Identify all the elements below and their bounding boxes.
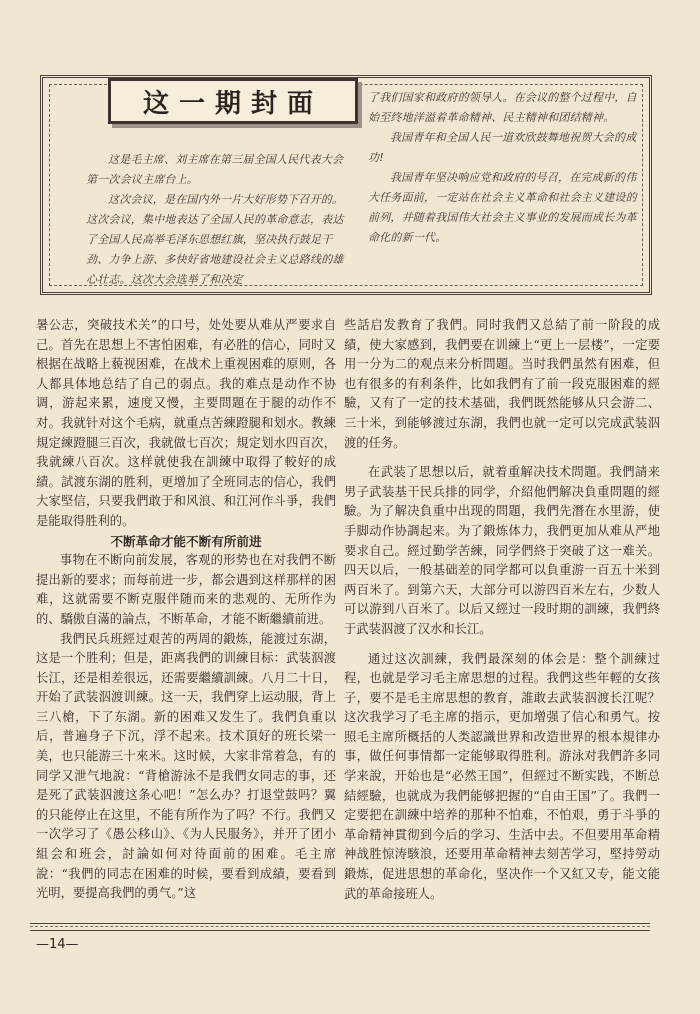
article-paragraph: 在武装了思想以后，就着重解决技术問題。我們請来男子武装基干民兵排的同学，介紹他們解决負重問題的經驗。为了解决負重中出现的問題，我們先潛在水里游，使手脚动作协調起来。为了鍛炼体力，我們更加从难从严地要求自己。經过勤学苦練，同学們終于突破了这一难关。四天以后，一般基础差的同学都可以負重游一百五十米到两百米了。到第六天，大部分可以游四百米左右，少数人可以游到八百米了。以后又經过一段时期的訓練，我們終于武装泅渡了汉水和长江。: [344, 465, 660, 636]
article-paragraph: 我們民兵班經过艰苦的两周的鍛炼，能渡过东湖，这是一个胜利；但是，距离我們的训練目标：武装泅渡长江，还是相差很远，还需要繼續訓練。八月二十日，开始了武装泅渡训練。这一天，我們穿上运动服，背上三八槍，下了东湖。新的困难又发生了。我們負重以后，普遍身子下沉，浮不起来。技术頂好的班长梁一美，也只能游三十來米。这时候，大家非常着急，有的同学又泄气地說：“背槍游泳不是我們女同志的事，还是死了武装泅渡这条心吧！”怎么办？打退堂鼓吗？翼的只能停止在这里，不能有所作为了吗？不行。我們又一次学习了《愚公移山》、《为人民服务》，并开了团小組会和班会，討論如何对待面前的困难。毛主席說：“我們的同志在困难的时候，要看到成績，要看到光明，要提高我們的勇气。”这: [36, 631, 336, 901]
cover-left-paragraph: 这是毛主席、刘主席在第三届全国人民代表大会第一次会议主席台上。: [86, 153, 344, 186]
page-number: —14—: [36, 937, 79, 952]
article-paragraph: 些話启发教育了我們。同时我們又总結了前一阶段的成績，使大家感到，我們要在训練上“更上一层楼”，一定要用一分为二的观点来分析問題。当时我們虽然有困难，但也有很多的有利条件，比如我們有了前一段克服困难的經驗，又有了一定的技术基础，我們既然能够从只会游二、三十米，到能够渡过东湖，我們也就一定可以完成武装泅渡的任务。: [344, 318, 660, 450]
cover-right-paragraph: 了我们国家和政府的领导人。在会议的整个过程中，自始至终地洋溢着革命精神、民主精神和团结精神。: [368, 91, 637, 124]
footer-rule: [30, 923, 650, 931]
section-heading: 不断革命才能不断有所前进: [110, 533, 262, 549]
cover-left-paragraph: 这次会议，是在国内外一片大好形势下召开的。这次会议，集中地表达了全国人民的革命意志，表达了全国人民高举毛泽东思想红旗，坚决执行鼓足干劲、力争上游、多快好省地建设社会主义总路线的雄心壮志。这次大会选举了和决定: [86, 193, 344, 286]
cover-note-left: [86, 150, 352, 290]
cover-note-right: [368, 88, 638, 248]
article-right-column: [344, 316, 660, 904]
cover-note-title: 这一期封面: [108, 78, 358, 124]
cover-right-paragraph: 我国青年和全国人民一道欢欣鼓舞地祝贺大会的成功!: [368, 131, 637, 164]
cover-right-paragraph: 我国青年坚决响应党和政府的号召，在完成新的伟大任务面前，一定站在社会主义革命和社会主义建设的前列，并随着我国伟大社会主义事业的发展而成长为革命化的新一代。: [368, 171, 637, 244]
article-paragraph: 通过这次訓練，我們最深刻的体会是：整个訓練过程，也就是学习毛主席思想的过程。我們这些年輕的女孩子，要不是毛主席思想的教育，誰敢去武装泅渡长江呢？这次我学习了毛主席的指示，更加增强了信心和勇气。按照毛主席所概括的人类認識世界和改造世界的根本規律办事，做任何事情都一定能够取得胜利。游泳对我們許多同学来說，开始也是“必然王国”，但經过不断实践，不断总結經驗，也就成为我們能够把握的“自由王国”了。我們一定要把在訓練中培养的那种不怕难，不怕艰，勇于斗爭的革命精神貫彻到今后的学习、生活中去。不但要用革命精神战胜惊涛駭浪，还要用革命精神去刻苦学习，堅持勞动鍛炼，促进思想的革命化，坚决作一个又紅又专，能文能武的革命接班人。: [344, 651, 660, 901]
article-paragraph: 事物在不断向前发展，客观的形势也在对我們不断提出新的要求；而每前进一步，都会遇到这样那样的困难，这就需要不断克服伴随而来的悲观的、无所作为的、驕傲自滿的論点，不断革命，才能不断繼續前进。: [36, 553, 336, 626]
footer-rule-dashed: [30, 926, 650, 927]
article-paragraph: 暑公志，突破技术关”的口号，处处要从难从严要求自己。首先在思想上不害怕困难，有必胜的信心，同时又根据在战略上藐视困难，在战术上重视困难的原则，各人都具体地总结了自己的弱点。我的难点是动作不协调，游起来累，速度又慢，主要問題在于腿的动作不对。我就针对这个毛病，就重点苦練蹬腿和划水。教練規定練蹬腿三百次，我就做七百次；規定划水四百次，我就練八百次。这样就使我在訓練中取得了較好的成績。試渡东湖的胜利，更增加了全班同志的信心，我們大家堅信，只要我們敢于和风浪、和江河作斗爭，我們是能取得胜利的。: [36, 318, 336, 528]
article-left-column: [36, 316, 336, 904]
